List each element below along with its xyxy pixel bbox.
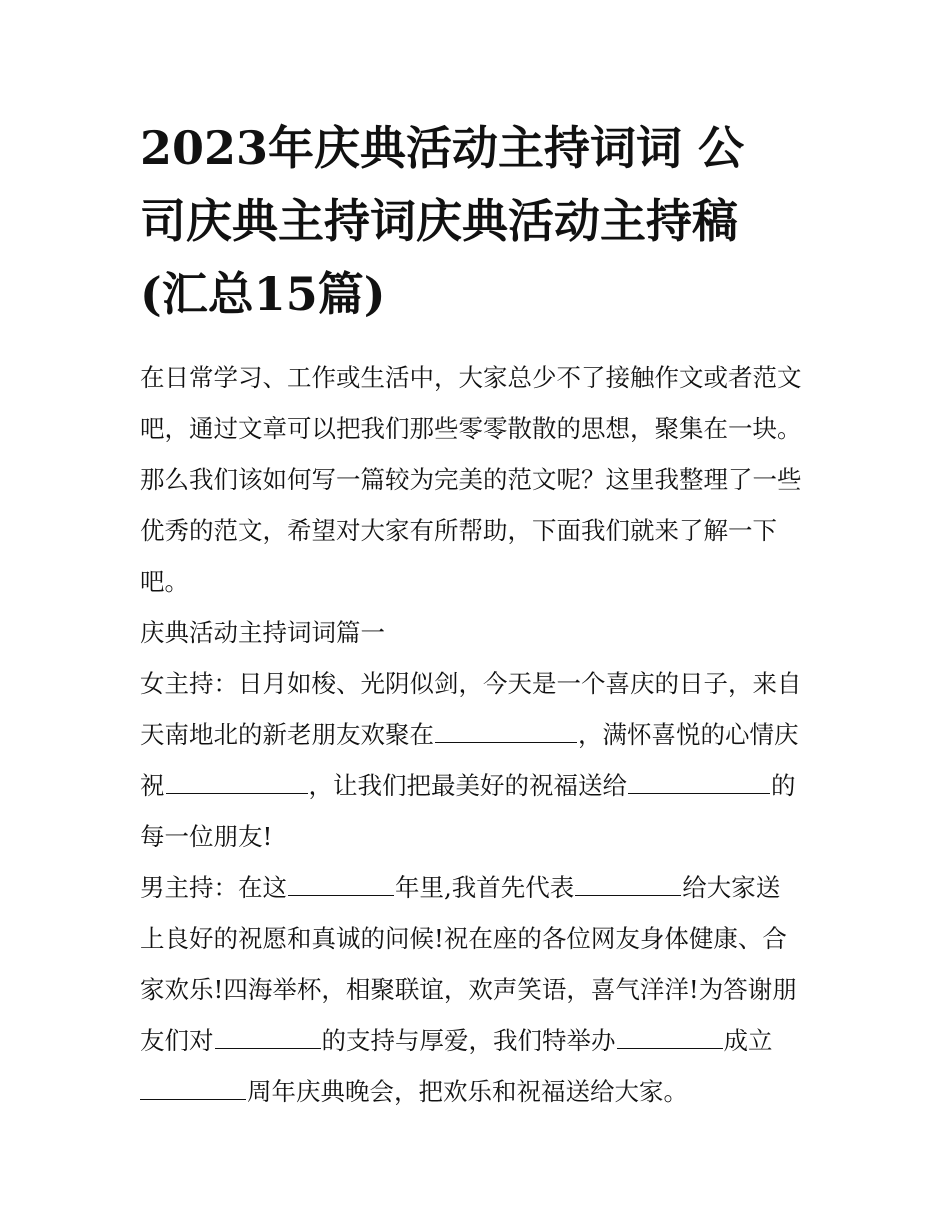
text-fragment: 成立	[723, 1026, 773, 1055]
text-fragment: 的支持与厚爱，我们特举办	[321, 1026, 616, 1055]
intro-line: 吧，通过文章可以把我们那些零零散散的思想，聚集在一块。	[140, 414, 802, 443]
text-fragment: ，让我们把最美好的祝福送给	[308, 771, 627, 800]
document-body	[140, 352, 820, 1117]
text-fragment: 年里,我首先代表	[395, 873, 575, 902]
text-fragment: 天南地北的新老朋友欢聚在	[140, 720, 434, 749]
text-fragment: 友们对	[140, 1026, 214, 1055]
intro-line: 那么我们该如何写一篇较为完美的范文呢？这里我整理了一些	[140, 465, 802, 494]
text-fragment: 周年庆典晚会，把欢乐和祝福送给大家。	[247, 1077, 688, 1106]
section-heading: 庆典活动主持词词篇一	[140, 618, 385, 647]
title-line-1: 2023年庆典活动主持词词 公	[140, 121, 745, 175]
text-fragment: 给大家送	[682, 873, 781, 902]
text-fragment: 的	[771, 771, 796, 800]
female-host-line: 每一位朋友!	[140, 822, 273, 851]
intro-line: 优秀的范文，希望对大家有所帮助，下面我们就来了解一下	[140, 516, 777, 545]
fill-in-blank	[628, 773, 770, 794]
intro-line: 在日常学习、工作或生活中，大家总少不了接触作文或者范文	[140, 363, 802, 392]
female-host-line: 女主持：日月如梭、光阴似剑，今天是一个喜庆的日子，来自	[140, 669, 802, 698]
female-host-line	[140, 760, 820, 811]
fill-in-blank	[166, 773, 308, 794]
document-title	[140, 112, 820, 331]
male-host-line: 上良好的祝愿和真诚的问候!祝在座的各位网友身体健康、合	[140, 924, 787, 953]
male-host-line	[140, 1015, 820, 1066]
female-host-line	[140, 709, 820, 760]
fill-in-blank	[215, 1028, 321, 1049]
fill-in-blank	[575, 875, 681, 896]
male-host-line	[140, 1066, 820, 1117]
fill-in-blank	[435, 722, 577, 743]
male-host-line: 家欢乐!四海举杯，相聚联谊，欢声笑语，喜气洋洋!为答谢朋	[140, 975, 797, 1004]
male-host-line	[140, 862, 820, 913]
title-line-3: (汇总15篇)	[140, 267, 386, 321]
text-fragment: 男主持：在这	[140, 873, 287, 902]
title-line-2: 司庆典主持词庆典活动主持稿	[140, 194, 738, 248]
intro-line: 吧。	[140, 567, 189, 596]
fill-in-blank	[140, 1079, 246, 1100]
fill-in-blank	[288, 875, 394, 896]
fill-in-blank	[617, 1028, 723, 1049]
text-fragment: ，满怀喜悦的心情庆	[578, 720, 799, 749]
text-fragment: 祝	[140, 771, 165, 800]
